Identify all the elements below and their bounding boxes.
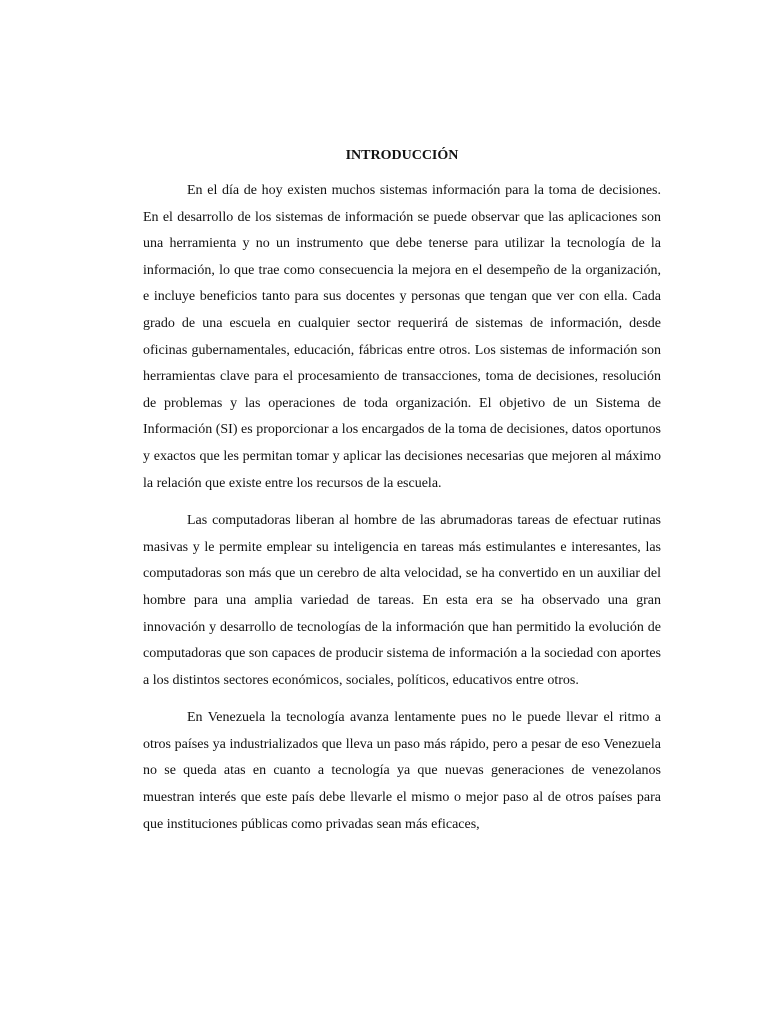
page-title: INTRODUCCIÓN [345,148,459,163]
paragraph-1: En el día de hoy existen muchos sistemas información para la toma de decisiones. En el desarrollo de los sistemas de información se puede observar que las aplicaciones son una herramienta y no un instrumento que debe tenerse para utilizar la tecnología de la información, lo que trae como consecuencia la mejora en el desempeño de la organización, e incluye beneficios tanto para sus docentes y personas que tengan que ver con ella. Cada grado de una escuela en cualquier sector requerirá de sistemas de información, desde oficinas gubernamentales, educación, fábricas entre otros. Los sistemas de información son herramientas clave para el procesamiento de transacciones, toma de decisiones, resolución de problemas y las operaciones de toda organización. El objetivo de un Sistema de Información (SI) es proporcionar a los encargados de la toma de decisiones, datos oportunos y exactos que les permitan tomar y aplicar las decisiones necesarias que mejoren al máximo la relación que existe entre los recursos de la escuela. [143,183,661,491]
paragraph-3: En Venezuela la tecnología avanza lentamente pues no le puede llevar el ritmo a otros países ya industrializados que lleva un paso más rápido, pero a pesar de eso Venezuela no se queda atas en cuanto a tecnología ya que nuevas generaciones de venezolanos muestran interés que este país debe llevarle el mismo o mejor paso al de otros países para que instituciones públicas como privadas sean más eficaces, [143,710,661,832]
document-body [143,146,661,849]
paragraph-2: Las computadoras liberan al hombre de las abrumadoras tareas de efectuar rutinas masivas y le permite emplear su inteligencia en tareas más estimulantes e interesantes, las computadoras son más que un cerebro de alta velocidad, se ha convertido en un auxiliar del hombre para una amplia variedad de tareas. En esta era se ha observado una gran innovación y desarrollo de tecnologías de la información que han permitido la evolución de computadoras que son capaces de producir sistema de información a la sociedad con aportes a los distintos sectores económicos, sociales, políticos, educativos entre otros. [143,513,661,688]
